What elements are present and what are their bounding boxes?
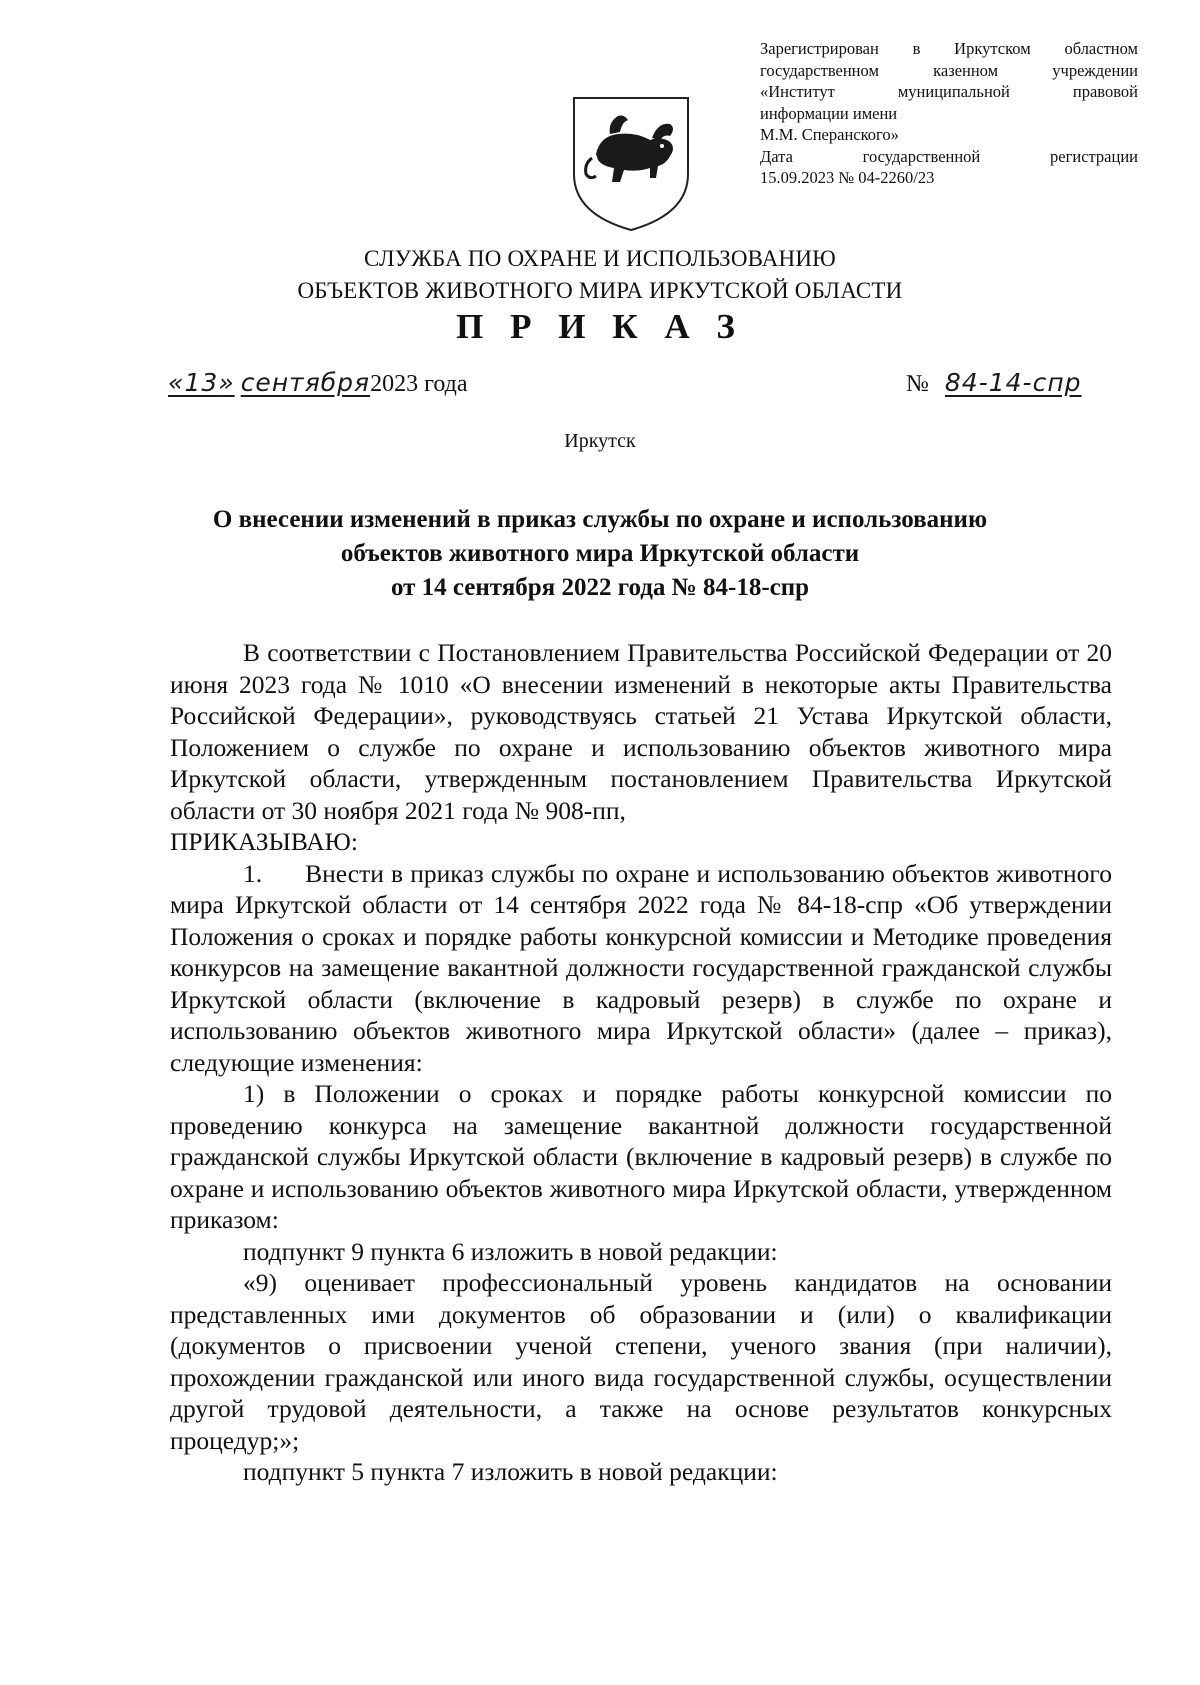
city-name: Иркутск	[564, 430, 636, 452]
heading-line-1: О внесении изменений в приказ службы по охране и использованию	[212, 506, 988, 533]
number-value: 84-14-спр	[944, 368, 1082, 397]
agency-name	[0, 243, 1200, 307]
registration-line: «Институт муниципальной правовой	[760, 82, 1138, 101]
registration-line: информации имени	[760, 103, 898, 123]
heading-line-3: от 14 сентября 2022 года № 84-18-спр	[390, 574, 810, 601]
order-date	[168, 368, 468, 398]
subitem-1-instruction-a: подпункт 9 пункта 6 изложить в новой редакции:	[243, 1236, 778, 1266]
date-open-quote: «	[168, 368, 185, 397]
registration-stamp	[760, 38, 1138, 189]
subitem-1-paragraph: 1) в Положении о сроках и порядке работы конкурсной комиссии по проведению конкурса на замещение вакантной должности государственной гражданской службы Иркутской области (включение в кадровый резерв) в службе по охране и использованию объектов животного мира Иркутской области, утвержденном приказом:	[170, 1079, 1112, 1234]
heading-line-2: объектов животного мира Иркутской области	[340, 540, 860, 567]
subitem-1-quote: «9) оценивает профессиональный уровень кандидатов на основании представленных ими документов об образовании и (или) о квалификации (документов о присвоении ученой степени, ученого звания (при наличии), прохождении гражданской или иного вида государственной службы, осуществлении другой трудовой деятельности, а также на основе результатов конкурсных процедур;»;	[170, 1268, 1112, 1455]
agency-line-2: ОБЪЕКТОВ ЖИВОТНОГО МИРА ИРКУТСКОЙ ОБЛАСТИ	[297, 278, 903, 303]
registration-line: государственном казенном учреждении	[760, 60, 1138, 80]
document-heading	[0, 503, 1200, 605]
registration-line: Зарегистрирован в Иркутском областном	[760, 39, 1138, 58]
subitem-1-instruction-b: подпункт 5 пункта 7 изложить в новой редакции:	[243, 1457, 778, 1486]
registration-line: М.М. Сперанского»	[760, 125, 899, 144]
number-prefix: №	[906, 371, 929, 397]
agency-line-1: СЛУЖБА ПО ОХРАНЕ И ИСПОЛЬЗОВАНИЮ	[364, 246, 836, 271]
date-day: 13	[184, 368, 219, 397]
item-1-paragraph: 1. Внести в приказ службы по охране и использованию объектов животного мира Иркутской области от 14 сентября 2022 года № 84-18-спр «Об утверждении Положения о сроках и порядке работы конкурсной комиссии и Методике проведения конкурсов на замещение вакантной должности государственной гражданской службы Иркутской области (включение в кадровый резерв) в службе по охране и использованию объектов животного мира Иркутской области» (далее – приказ), следующие изменения:	[170, 858, 1112, 1077]
date-year: 2023 года	[370, 371, 468, 397]
date-close-quote: »	[218, 368, 235, 397]
registration-line: 15.09.2023 № 04-2260/23	[760, 168, 935, 187]
preamble-paragraph: В соответствии с Постановлением Правительства Российской Федерации от 20 июня 2023 года № 1010 «О внесении изменений в некоторые акты Правительства Российской Федерации», руководствуясь статьей 21 Устава Иркутской области, Положением о службе по охране и использованию объектов животного мира Иркутской области, утвержденным постановлением Правительства Иркутской области от 30 ноября 2021 года № 908-пп,	[170, 638, 1112, 825]
order-number	[906, 368, 1125, 398]
date-month: сентября	[240, 368, 371, 397]
document-body	[170, 637, 1112, 1488]
coat-of-arms-emblem	[566, 92, 696, 234]
document-type: П Р И К А З	[456, 307, 744, 346]
order-word: ПРИКАЗЫВАЮ:	[170, 827, 358, 856]
registration-line: Дата государственной регистрации	[760, 146, 1138, 166]
